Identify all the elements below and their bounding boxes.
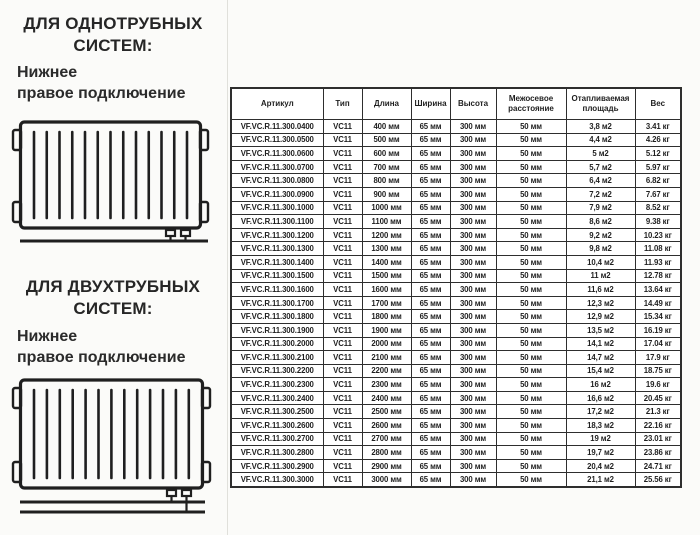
table-row (231, 419, 681, 433)
cell-weight: 11.93 кг (635, 255, 681, 269)
cell-article: VF.VC.R.11.300.2100 (231, 351, 323, 365)
section-title-line: СИСТЕМ: (73, 299, 153, 319)
cell-width: 65 мм (411, 459, 450, 473)
cell-weight: 14.49 кг (635, 296, 681, 310)
cell-type: VC11 (323, 242, 362, 256)
cell-type: VC11 (323, 147, 362, 161)
cell-heated-area: 9,8 м2 (566, 242, 635, 256)
cell-article: VF.VC.R.11.300.1700 (231, 296, 323, 310)
cell-height: 300 мм (450, 446, 496, 460)
cell-width: 65 мм (411, 364, 450, 378)
cell-article: VF.VC.R.11.300.2400 (231, 391, 323, 405)
cell-height: 300 мм (450, 323, 496, 337)
cell-weight: 12.78 кг (635, 269, 681, 283)
cell-height: 300 мм (450, 351, 496, 365)
cell-width: 65 мм (411, 174, 450, 188)
cell-axial-distance: 50 мм (496, 296, 566, 310)
cell-axial-distance: 50 мм (496, 228, 566, 242)
cell-width: 65 мм (411, 187, 450, 201)
section-title-line: ДЛЯ ОДНОТРУБНЫХ (23, 14, 203, 33)
cell-type: VC11 (323, 201, 362, 215)
cell-article: VF.VC.R.11.300.2700 (231, 432, 323, 446)
cell-heated-area: 5 м2 (566, 147, 635, 161)
cell-heated-area: 6,4 м2 (566, 174, 635, 188)
cell-axial-distance: 50 мм (496, 215, 566, 229)
cell-weight: 23.86 кг (635, 446, 681, 460)
cell-article: VF.VC.R.11.300.2300 (231, 378, 323, 392)
cell-length: 1200 мм (362, 228, 411, 242)
cell-weight: 3.41 кг (635, 120, 681, 134)
cell-article: VF.VC.R.11.300.2500 (231, 405, 323, 419)
cell-length: 1700 мм (362, 296, 411, 310)
cell-height: 300 мм (450, 310, 496, 324)
cell-axial-distance: 50 мм (496, 323, 566, 337)
cell-heated-area: 9,2 м2 (566, 228, 635, 242)
table-row (231, 405, 681, 419)
cell-axial-distance: 50 мм (496, 147, 566, 161)
cell-width: 65 мм (411, 160, 450, 174)
cell-heated-area: 21,1 м2 (566, 473, 635, 487)
cell-width: 65 мм (411, 133, 450, 147)
cell-type: VC11 (323, 255, 362, 269)
cell-axial-distance: 50 мм (496, 378, 566, 392)
cell-heated-area: 14,7 м2 (566, 351, 635, 365)
cell-height: 300 мм (450, 255, 496, 269)
column-header-weight: Вес (635, 88, 681, 120)
cell-length: 1300 мм (362, 242, 411, 256)
cell-article: VF.VC.R.11.300.1900 (231, 323, 323, 337)
radiator-spec-table (230, 87, 682, 488)
cell-axial-distance: 50 мм (496, 255, 566, 269)
cell-axial-distance: 50 мм (496, 405, 566, 419)
section-title-line: СИСТЕМ: (73, 36, 153, 56)
table-row (231, 242, 681, 256)
table-row (231, 133, 681, 147)
table-row (231, 473, 681, 487)
cell-article: VF.VC.R.11.300.1000 (231, 201, 323, 215)
cell-length: 600 мм (362, 147, 411, 161)
column-header-article: Артикул (231, 88, 323, 120)
table-row (231, 160, 681, 174)
cell-length: 2300 мм (362, 378, 411, 392)
table-header-row (231, 88, 681, 120)
cell-heated-area: 17,2 м2 (566, 405, 635, 419)
cell-heated-area: 18,3 м2 (566, 419, 635, 433)
cell-height: 300 мм (450, 228, 496, 242)
cell-weight: 5.12 кг (635, 147, 681, 161)
panel-divider (227, 0, 228, 535)
cell-heated-area: 16,6 м2 (566, 391, 635, 405)
cell-axial-distance: 50 мм (496, 187, 566, 201)
single-pipe-radiator-diagram (0, 110, 228, 252)
cell-weight: 7.67 кг (635, 187, 681, 201)
cell-heated-area: 20,4 м2 (566, 459, 635, 473)
cell-heated-area: 8,6 м2 (566, 215, 635, 229)
cell-length: 2700 мм (362, 432, 411, 446)
cell-width: 65 мм (411, 391, 450, 405)
cell-article: VF.VC.R.11.300.2600 (231, 419, 323, 433)
cell-article: VF.VC.R.11.300.0700 (231, 160, 323, 174)
cell-weight: 13.64 кг (635, 283, 681, 297)
cell-heated-area: 19 м2 (566, 432, 635, 446)
cell-height: 300 мм (450, 391, 496, 405)
cell-width: 65 мм (411, 255, 450, 269)
cell-length: 400 мм (362, 120, 411, 134)
cell-length: 1900 мм (362, 323, 411, 337)
cell-type: VC11 (323, 283, 362, 297)
cell-heated-area: 10,4 м2 (566, 255, 635, 269)
table-row (231, 228, 681, 242)
cell-type: VC11 (323, 228, 362, 242)
cell-axial-distance: 50 мм (496, 283, 566, 297)
cell-width: 65 мм (411, 432, 450, 446)
cell-article: VF.VC.R.11.300.0600 (231, 147, 323, 161)
cell-height: 300 мм (450, 160, 496, 174)
cell-height: 300 мм (450, 147, 496, 161)
cell-type: VC11 (323, 391, 362, 405)
cell-axial-distance: 50 мм (496, 459, 566, 473)
cell-length: 2800 мм (362, 446, 411, 460)
cell-heated-area: 3,8 м2 (566, 120, 635, 134)
cell-weight: 21.3 кг (635, 405, 681, 419)
cell-width: 65 мм (411, 446, 450, 460)
cell-heated-area: 13,5 м2 (566, 323, 635, 337)
cell-weight: 23.01 кг (635, 432, 681, 446)
table-row (231, 378, 681, 392)
cell-type: VC11 (323, 310, 362, 324)
cell-article: VF.VC.R.11.300.0900 (231, 187, 323, 201)
cell-axial-distance: 50 мм (496, 351, 566, 365)
connection-label-line: Нижнее (17, 64, 78, 81)
table-row (231, 201, 681, 215)
cell-width: 65 мм (411, 310, 450, 324)
cell-axial-distance: 50 мм (496, 160, 566, 174)
cell-length: 900 мм (362, 187, 411, 201)
cell-axial-distance: 50 мм (496, 269, 566, 283)
diagrams-panel (0, 0, 228, 535)
cell-heated-area: 4,4 м2 (566, 133, 635, 147)
cell-article: VF.VC.R.11.300.0500 (231, 133, 323, 147)
cell-width: 65 мм (411, 378, 450, 392)
cell-weight: 4.26 кг (635, 133, 681, 147)
table-row (231, 215, 681, 229)
two-pipe-radiator-diagram (0, 372, 228, 524)
cell-heated-area: 14,1 м2 (566, 337, 635, 351)
cell-heated-area: 19,7 м2 (566, 446, 635, 460)
cell-type: VC11 (323, 459, 362, 473)
cell-length: 2400 мм (362, 391, 411, 405)
cell-width: 65 мм (411, 351, 450, 365)
column-header-height: Высота (450, 88, 496, 120)
cell-length: 2000 мм (362, 337, 411, 351)
table-row (231, 351, 681, 365)
cell-heated-area: 11,6 м2 (566, 283, 635, 297)
cell-article: VF.VC.R.11.300.1400 (231, 255, 323, 269)
cell-length: 2900 мм (362, 459, 411, 473)
cell-height: 300 мм (450, 432, 496, 446)
table-row (231, 283, 681, 297)
radiator-fins (34, 132, 187, 218)
table-row (231, 459, 681, 473)
cell-height: 300 мм (450, 473, 496, 487)
cell-heated-area: 12,9 м2 (566, 310, 635, 324)
radiator-fins (34, 390, 189, 478)
column-header-width: Ширина (411, 88, 450, 120)
cell-width: 65 мм (411, 473, 450, 487)
cell-length: 1800 мм (362, 310, 411, 324)
table-row (231, 432, 681, 446)
cell-type: VC11 (323, 174, 362, 188)
cell-weight: 15.34 кг (635, 310, 681, 324)
cell-axial-distance: 50 мм (496, 120, 566, 134)
cell-article: VF.VC.R.11.300.1800 (231, 310, 323, 324)
cell-length: 1100 мм (362, 215, 411, 229)
cell-axial-distance: 50 мм (496, 432, 566, 446)
cell-heated-area: 5,7 м2 (566, 160, 635, 174)
cell-type: VC11 (323, 473, 362, 487)
cell-width: 65 мм (411, 242, 450, 256)
table-row (231, 337, 681, 351)
cell-article: VF.VC.R.11.300.0400 (231, 120, 323, 134)
cell-article: VF.VC.R.11.300.3000 (231, 473, 323, 487)
cell-heated-area: 15,4 м2 (566, 364, 635, 378)
table-row (231, 323, 681, 337)
cell-heated-area: 16 м2 (566, 378, 635, 392)
cell-length: 2100 мм (362, 351, 411, 365)
cell-type: VC11 (323, 215, 362, 229)
cell-type: VC11 (323, 405, 362, 419)
cell-article: VF.VC.R.11.300.2800 (231, 446, 323, 460)
cell-type: VC11 (323, 378, 362, 392)
table-row (231, 187, 681, 201)
cell-width: 65 мм (411, 405, 450, 419)
connection-label-line: правое подключение (17, 84, 186, 102)
cell-axial-distance: 50 мм (496, 242, 566, 256)
cell-type: VC11 (323, 351, 362, 365)
cell-weight: 25.56 кг (635, 473, 681, 487)
cell-axial-distance: 50 мм (496, 337, 566, 351)
cell-weight: 18.75 кг (635, 364, 681, 378)
cell-length: 2500 мм (362, 405, 411, 419)
connection-label-line: Нижнее (17, 328, 78, 345)
cell-heated-area: 7,9 м2 (566, 201, 635, 215)
cell-weight: 24.71 кг (635, 459, 681, 473)
cell-height: 300 мм (450, 459, 496, 473)
cell-weight: 5.97 кг (635, 160, 681, 174)
cell-height: 300 мм (450, 242, 496, 256)
bottom-right-connectors (166, 230, 190, 241)
table-row (231, 147, 681, 161)
cell-weight: 16.19 кг (635, 323, 681, 337)
cell-type: VC11 (323, 323, 362, 337)
connection-label-line: правое подключение (17, 348, 186, 366)
cell-height: 300 мм (450, 174, 496, 188)
cell-length: 2200 мм (362, 364, 411, 378)
cell-axial-distance: 50 мм (496, 174, 566, 188)
cell-height: 300 мм (450, 133, 496, 147)
table-row (231, 364, 681, 378)
cell-axial-distance: 50 мм (496, 391, 566, 405)
cell-type: VC11 (323, 432, 362, 446)
table-row (231, 174, 681, 188)
section-title-line: ДЛЯ ДВУХТРУБНЫХ (25, 277, 201, 296)
cell-type: VC11 (323, 419, 362, 433)
cell-width: 65 мм (411, 283, 450, 297)
cell-type: VC11 (323, 269, 362, 283)
column-header-length: Длина (362, 88, 411, 120)
cell-width: 65 мм (411, 228, 450, 242)
two-pipe-connection-label (17, 327, 222, 369)
cell-axial-distance: 50 мм (496, 310, 566, 324)
cell-type: VC11 (323, 120, 362, 134)
cell-type: VC11 (323, 296, 362, 310)
cell-article: VF.VC.R.11.300.1200 (231, 228, 323, 242)
cell-length: 1500 мм (362, 269, 411, 283)
cell-axial-distance: 50 мм (496, 201, 566, 215)
table-row (231, 269, 681, 283)
cell-height: 300 мм (450, 269, 496, 283)
table-row (231, 446, 681, 460)
table-row (231, 296, 681, 310)
cell-height: 300 мм (450, 215, 496, 229)
cell-height: 300 мм (450, 337, 496, 351)
cell-type: VC11 (323, 160, 362, 174)
cell-heated-area: 12,3 м2 (566, 296, 635, 310)
cell-heated-area: 7,2 м2 (566, 187, 635, 201)
cell-weight: 8.52 кг (635, 201, 681, 215)
cell-length: 800 мм (362, 174, 411, 188)
table-row (231, 391, 681, 405)
cell-article: VF.VC.R.11.300.1300 (231, 242, 323, 256)
cell-length: 3000 мм (362, 473, 411, 487)
column-header-axial-distance: Межосевое расстояние (496, 88, 566, 120)
cell-weight: 17.04 кг (635, 337, 681, 351)
cell-type: VC11 (323, 337, 362, 351)
cell-height: 300 мм (450, 296, 496, 310)
cell-type: VC11 (323, 133, 362, 147)
cell-type: VC11 (323, 364, 362, 378)
cell-height: 300 мм (450, 364, 496, 378)
table-row (231, 120, 681, 134)
cell-article: VF.VC.R.11.300.1500 (231, 269, 323, 283)
cell-type: VC11 (323, 446, 362, 460)
cell-width: 65 мм (411, 337, 450, 351)
cell-width: 65 мм (411, 147, 450, 161)
cell-axial-distance: 50 мм (496, 364, 566, 378)
cell-height: 300 мм (450, 378, 496, 392)
cell-length: 1400 мм (362, 255, 411, 269)
cell-article: VF.VC.R.11.300.2900 (231, 459, 323, 473)
cell-weight: 22.16 кг (635, 419, 681, 433)
cell-width: 65 мм (411, 296, 450, 310)
cell-height: 300 мм (450, 283, 496, 297)
cell-heated-area: 11 м2 (566, 269, 635, 283)
cell-width: 65 мм (411, 201, 450, 215)
cell-article: VF.VC.R.11.300.1100 (231, 215, 323, 229)
cell-article: VF.VC.R.11.300.2000 (231, 337, 323, 351)
cell-height: 300 мм (450, 405, 496, 419)
cell-axial-distance: 50 мм (496, 133, 566, 147)
single-pipe-section-title (8, 13, 218, 58)
cell-width: 65 мм (411, 419, 450, 433)
cell-weight: 20.45 кг (635, 391, 681, 405)
column-header-type: Тип (323, 88, 362, 120)
cell-length: 1000 мм (362, 201, 411, 215)
cell-length: 500 мм (362, 133, 411, 147)
cell-width: 65 мм (411, 323, 450, 337)
cell-height: 300 мм (450, 120, 496, 134)
cell-height: 300 мм (450, 187, 496, 201)
cell-type: VC11 (323, 187, 362, 201)
cell-weight: 6.82 кг (635, 174, 681, 188)
cell-article: VF.VC.R.11.300.2200 (231, 364, 323, 378)
cell-height: 300 мм (450, 419, 496, 433)
table-row (231, 255, 681, 269)
single-pipe-connection-label (17, 63, 222, 105)
column-header-heated-area: Отапливаемая площадь (566, 88, 635, 120)
cell-axial-distance: 50 мм (496, 473, 566, 487)
cell-length: 2600 мм (362, 419, 411, 433)
cell-weight: 11.08 кг (635, 242, 681, 256)
table-row (231, 310, 681, 324)
cell-axial-distance: 50 мм (496, 446, 566, 460)
cell-height: 300 мм (450, 201, 496, 215)
cell-article: VF.VC.R.11.300.1600 (231, 283, 323, 297)
cell-axial-distance: 50 мм (496, 419, 566, 433)
cell-length: 700 мм (362, 160, 411, 174)
two-pipe-section-title (8, 276, 218, 321)
cell-width: 65 мм (411, 269, 450, 283)
cell-width: 65 мм (411, 120, 450, 134)
cell-weight: 10.23 кг (635, 228, 681, 242)
cell-weight: 17.9 кг (635, 351, 681, 365)
cell-width: 65 мм (411, 215, 450, 229)
cell-article: VF.VC.R.11.300.0800 (231, 174, 323, 188)
cell-length: 1600 мм (362, 283, 411, 297)
cell-weight: 9.38 кг (635, 215, 681, 229)
cell-weight: 19.6 кг (635, 378, 681, 392)
